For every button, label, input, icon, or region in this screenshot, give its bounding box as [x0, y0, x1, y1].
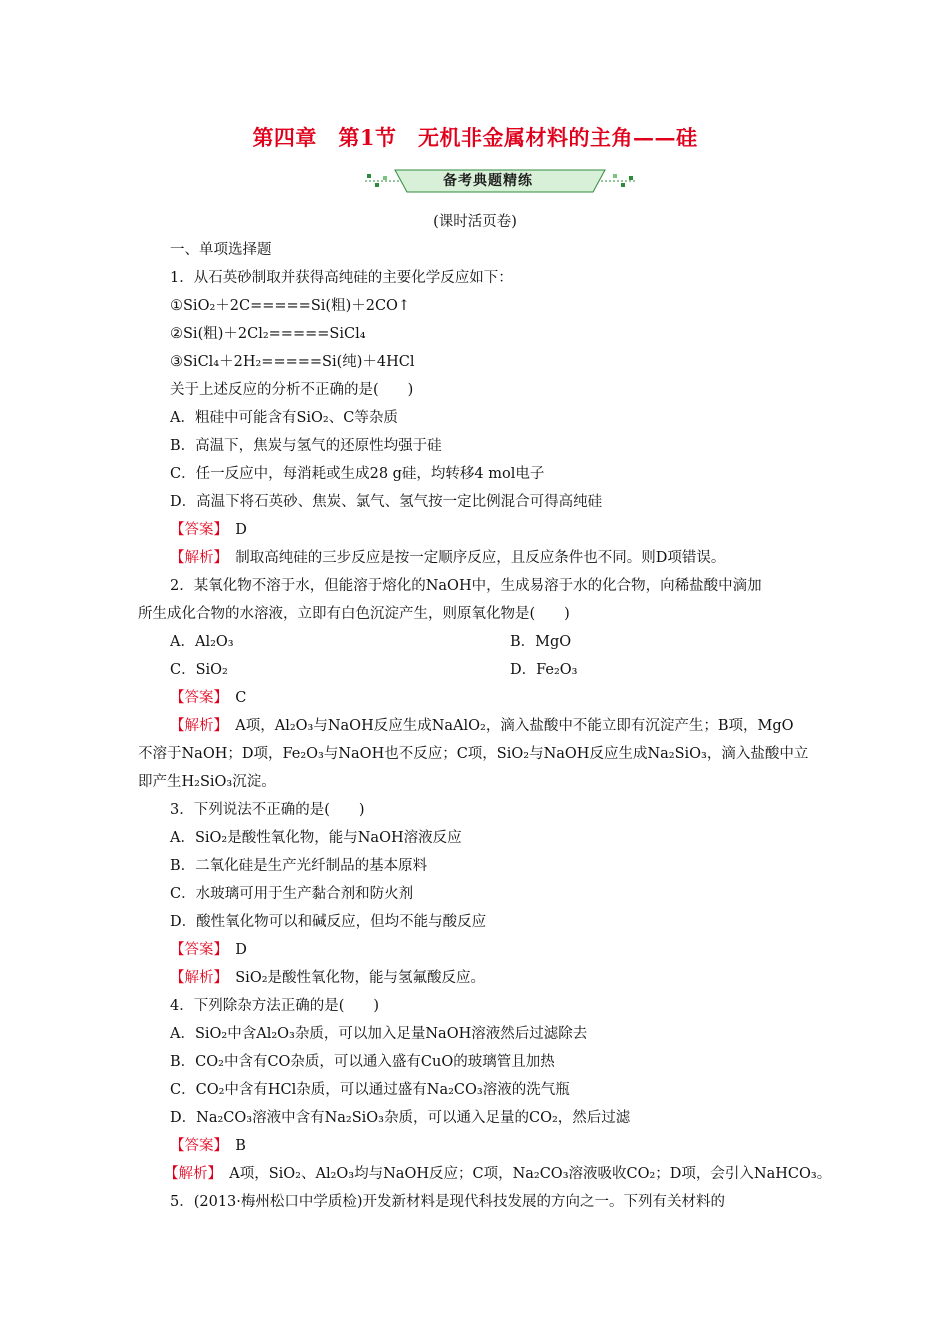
analysis-line	[170, 548, 725, 568]
option-c: C．CO₂中含有HCl杂质，可以通过盛有Na₂CO₃溶液的洗气瓶	[170, 1082, 570, 1098]
option-c: C．水玻璃可用于生产黏合剂和防火剂	[170, 886, 414, 902]
option-d: D．Fe₂O₃	[510, 662, 578, 678]
answer-value: B	[220, 1138, 246, 1154]
option-b: B．CO₂中含有CO杂质，可以通入盛有CuO的玻璃管且加热	[170, 1054, 555, 1070]
option-a: A．SiO₂中含Al₂O₃杂质，可以加入足量NaOH溶液然后过滤除去	[170, 1026, 588, 1042]
analysis-text-cont: 不溶于NaOH；D项，Fe₂O₃与NaOH也不反应；C项，SiO₂与NaOH反应生成Na₂SiO₃，滴入盐酸中立	[138, 746, 809, 762]
answer-value: D	[220, 942, 247, 958]
option-a: A．SiO₂是酸性氧化物，能与NaOH溶液反应	[170, 830, 462, 846]
analysis-tag: 【解析】	[170, 718, 221, 734]
option-a: A．Al₂O₃	[170, 634, 234, 650]
answer-line	[170, 1136, 246, 1156]
analysis-line	[170, 716, 794, 736]
analysis-tag: 【解析】	[164, 1166, 215, 1182]
option-b: B．高温下，焦炭与氢气的还原性均强于硅	[170, 438, 442, 454]
option-c: C．任一反应中，每消耗或生成28 g硅，均转移4 mol电子	[170, 466, 545, 482]
option-d: D．Na₂CO₃溶液中含有Na₂SiO₃杂质，可以通入足量的CO₂，然后过滤	[170, 1110, 631, 1126]
question-4-stem: 4．下列除杂方法正确的是( )	[170, 998, 380, 1014]
analysis-tag: 【解析】	[170, 970, 221, 986]
answer-tag: 【答案】	[170, 942, 221, 958]
answer-line	[170, 940, 247, 960]
question-3-stem: 3．下列说法不正确的是( )	[170, 802, 365, 818]
banner-label: 备考典题精练	[443, 173, 533, 189]
page-title: 第四章 第1节 无机非金属材料的主角——硅	[252, 125, 698, 150]
section-heading: 一、单项选择题	[170, 242, 272, 258]
answer-value: D	[220, 522, 247, 538]
answer-value: C	[220, 690, 247, 706]
subtitle: (课时活页卷)	[433, 214, 517, 230]
option-d: D．酸性氧化物可以和碱反应，但均不能与酸反应	[170, 914, 487, 930]
question-2-stem: 2．某氧化物不溶于水，但能溶于熔化的NaOH中，生成易溶于水的化合物，向稀盐酸中滴加	[170, 578, 762, 594]
analysis-text: A项，Al₂O₃与NaOH反应生成NaAlO₂，滴入盐酸中不能立即有沉淀产生；B项，MgO	[220, 718, 794, 734]
option-a: A．粗硅中可能含有SiO₂、C等杂质	[170, 410, 398, 426]
answer-line	[170, 520, 247, 540]
answer-line	[170, 688, 246, 708]
reaction-1: ①SiO₂＋2C=====Si(粗)＋2CO↑	[170, 298, 411, 314]
analysis-text: SiO₂是酸性氧化物，能与氢氟酸反应。	[220, 970, 486, 986]
option-b: B．MgO	[510, 634, 572, 650]
analysis-text: A项，SiO₂、Al₂O₃均与NaOH反应；C项，Na₂CO₃溶液吸收CO₂；D项，会引入NaHCO₃。	[214, 1166, 832, 1182]
question-1-prompt: 关于上述反应的分析不正确的是( )	[170, 382, 414, 398]
question-1-stem: 1．从石英砂制取并获得高纯硅的主要化学反应如下：	[170, 270, 513, 286]
option-c: C．SiO₂	[170, 662, 228, 678]
reaction-3: ③SiCl₄＋2H₂=====Si(纯)＋4HCl	[170, 354, 415, 370]
option-b: B．二氧化硅是生产光纤制品的基本原料	[170, 858, 428, 874]
analysis-line	[164, 1164, 831, 1184]
answer-tag: 【答案】	[170, 690, 221, 706]
option-d: D．高温下将石英砂、焦炭、氯气、氢气按一定比例混合可得高纯硅	[170, 494, 603, 510]
answer-tag: 【答案】	[170, 1138, 221, 1154]
question-5-stem: 5．(2013·梅州松口中学质检)开发新材料是现代科技发展的方向之一。下列有关材料的	[170, 1194, 726, 1210]
reaction-2: ②Si(粗)＋2Cl₂=====SiCl₄	[170, 326, 366, 342]
answer-tag: 【答案】	[170, 522, 221, 538]
analysis-tag: 【解析】	[170, 550, 221, 566]
analysis-text: 制取高纯硅的三步反应是按一定顺序反应，且反应条件也不同。则D项错误。	[220, 550, 726, 566]
analysis-text-cont: 即产生H₂SiO₃沉淀。	[138, 774, 276, 790]
question-2-stem-cont: 所生成化合物的水溶液，立即有白色沉淀产生，则原氧化物是( )	[138, 606, 570, 622]
analysis-line	[170, 968, 485, 988]
